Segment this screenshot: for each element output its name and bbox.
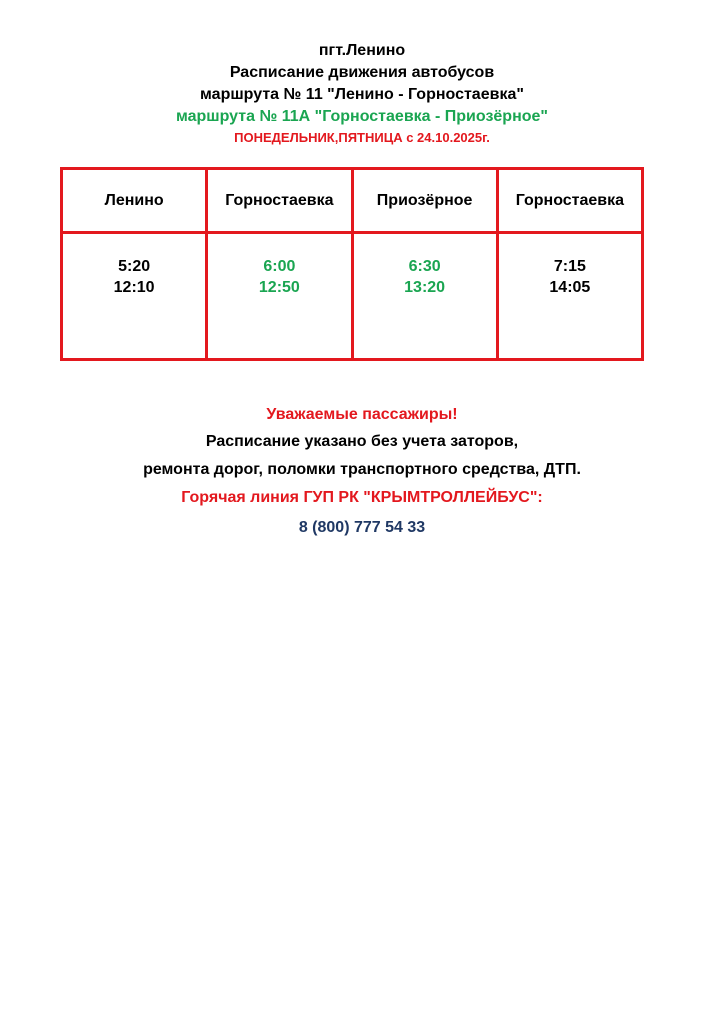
schedule-header [0, 40, 724, 148]
notice-greeting: Уважаемые пассажиры! [266, 406, 458, 423]
route-11-title: маршрута № 11 "Ленино - Горностаевка" [200, 86, 524, 103]
timetable-times-row [62, 233, 643, 360]
times-cell-lenino [62, 233, 207, 360]
timetable-header-row [62, 169, 643, 233]
departure-time: 14:05 [549, 279, 591, 296]
departure-time: 6:00 [263, 258, 296, 275]
stop-header-gornostaevka-1: Горностаевка [207, 169, 352, 233]
notice-text-line-2: ремонта дорог, поломки транспортного средства, ДТП. [143, 461, 581, 478]
stop-header-gornostaevka-2: Горностаевка [497, 169, 642, 233]
document-title: Расписание движения автобусов [229, 64, 495, 81]
times-cell-gornostaevka-2 [497, 233, 642, 360]
times-cell-gornostaevka-1 [207, 233, 352, 360]
timetable [60, 167, 644, 361]
route-11a-title: маршрута № 11А "Горностаевка - Приозёрное" [175, 108, 548, 125]
departure-time: 12:50 [258, 279, 300, 296]
stop-header-lenino: Ленино [62, 169, 207, 233]
notice-text-line-1: Расписание указано без учета заторов, [205, 433, 519, 450]
departure-time: 12:10 [113, 279, 155, 296]
operating-days: ПОНЕДЕЛЬНИК,ПЯТНИЦА с 24.10.2025г. [234, 130, 490, 145]
departure-time: 13:20 [404, 279, 446, 296]
times-cell-priozernoe [352, 233, 497, 360]
departure-time: 7:15 [553, 258, 586, 275]
passenger-notice [0, 402, 724, 544]
stop-header-priozernoe: Приозёрное [352, 169, 497, 233]
hotline-phone: 8 (800) 777 54 33 [298, 519, 426, 536]
departure-time: 5:20 [118, 258, 151, 275]
departure-time: 6:30 [408, 258, 441, 275]
town-name: пгт.Ленино [318, 42, 406, 59]
hotline-label: Горячая линия ГУП РК "КРЫМТРОЛЛЕЙБУС": [181, 489, 543, 506]
